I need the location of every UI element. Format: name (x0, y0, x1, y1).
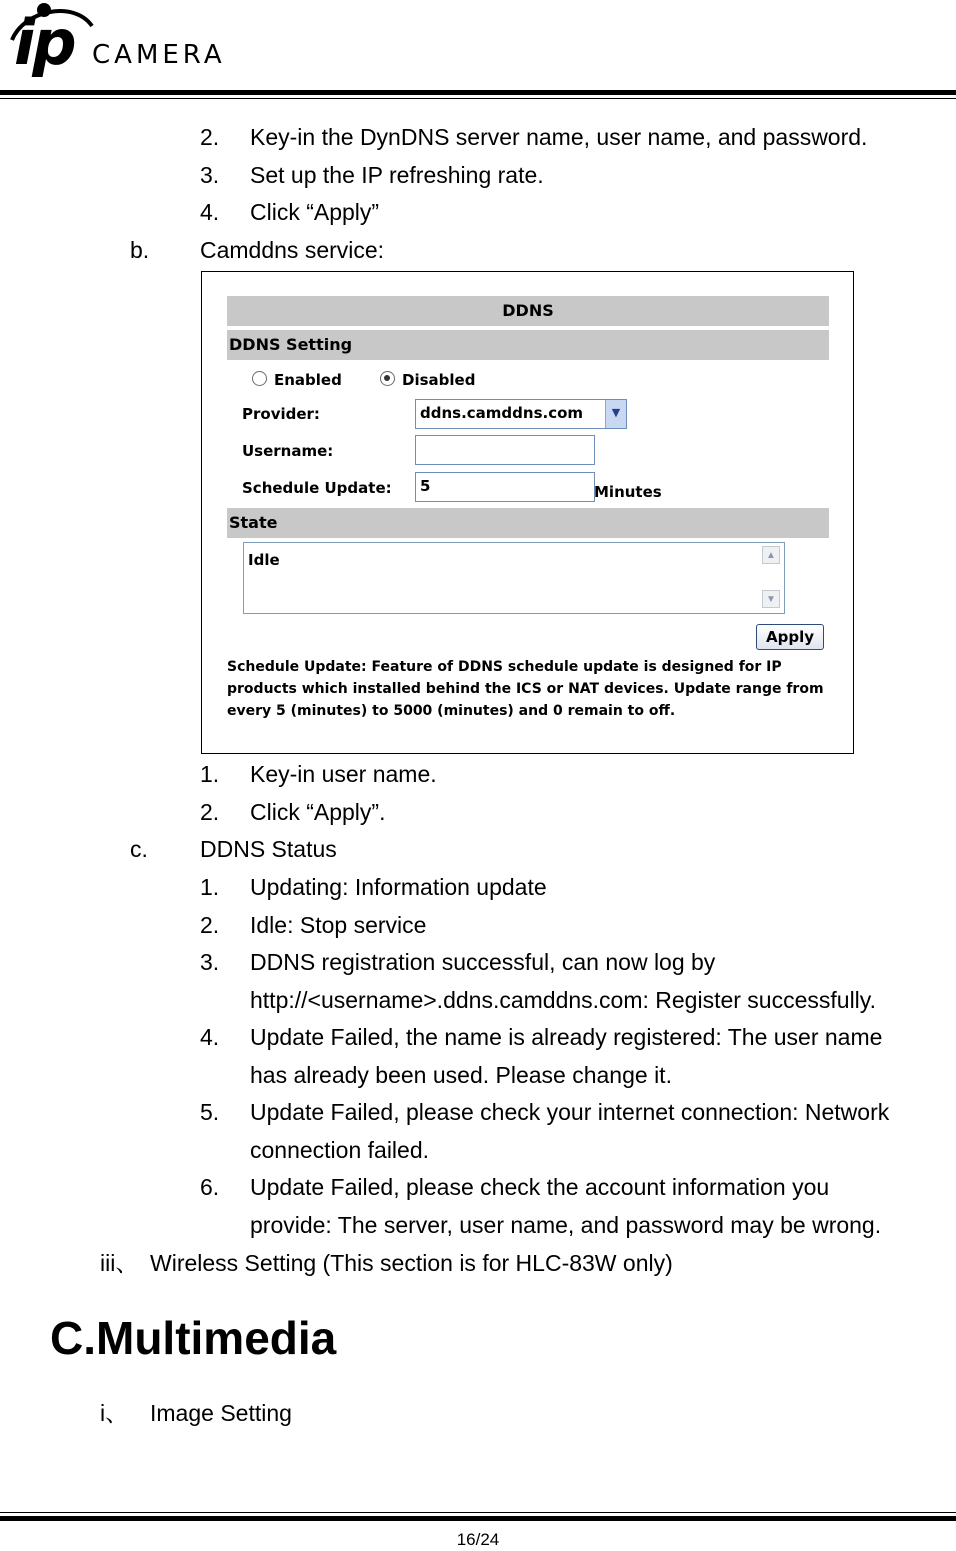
step-text: Update Failed, please check your internet connection: Network (250, 1099, 890, 1125)
header-rule-thin (0, 98, 956, 99)
ddns-setting-header: DDNS Setting (227, 330, 829, 360)
provider-select[interactable] (415, 399, 627, 429)
header-rule-thick (0, 90, 956, 95)
step-text: Update Failed, the name is already registered: The user name (250, 1024, 883, 1050)
logo-camera-text: CAMERA (92, 40, 226, 70)
state-value: Idle (248, 551, 280, 569)
step-number: 5. (200, 1099, 220, 1125)
schedule-note: Schedule Update: Feature of DDNS schedule update is designed for IP products which installed behind the ICS or NAT devices. Update range from every 5 (minutes) to 5000 (minutes) and 0 remain to off. (227, 659, 824, 719)
step-text: Updating: Information update (250, 874, 547, 900)
schedule-label: Schedule Update: (242, 479, 392, 497)
step-number: 4. (200, 199, 220, 225)
item-i-number: i、 (100, 1400, 129, 1426)
apply-button[interactable]: Apply (756, 624, 824, 650)
section-c-letter: c. (130, 836, 148, 862)
radio-enabled[interactable] (252, 371, 267, 386)
scroll-up-icon[interactable]: ▲ (762, 546, 780, 564)
ddns-title-bar: DDNS (227, 296, 829, 326)
step-text: Set up the IP refreshing rate. (250, 162, 544, 188)
item-iii-text: Wireless Setting (This section is for HLC-83W only) (150, 1250, 673, 1276)
step-text: Idle: Stop service (250, 912, 427, 938)
step-number: 2. (200, 912, 220, 938)
section-c-title: DDNS Status (200, 836, 337, 862)
footer-rule-thick (0, 1516, 956, 1521)
radio-disabled-label: Disabled (402, 371, 476, 389)
provider-value: ddns.camddns.com (420, 404, 584, 422)
step-text-cont: connection failed. (250, 1137, 430, 1163)
step-number: 4. (200, 1024, 220, 1050)
step-text: Key-in the DynDNS server name, user name, and password. (250, 124, 868, 150)
footer-rule-thin (0, 1512, 956, 1513)
section-heading: C.Multimedia (50, 1312, 337, 1364)
step-number: 1. (200, 761, 220, 787)
username-label: Username: (242, 442, 334, 460)
page-number: 16/24 (456, 1530, 500, 1549)
step-text: DDNS registration successful, can now log by (250, 949, 716, 975)
item-iii-number: iii、 (100, 1250, 139, 1276)
step-number: 2. (200, 799, 220, 825)
step-text-cont: http://<username>.ddns.camddns.com: Register successfully. (250, 987, 876, 1013)
state-textarea[interactable] (243, 542, 785, 614)
step-number: 2. (200, 124, 220, 150)
username-input[interactable] (415, 435, 595, 465)
step-number: 6. (200, 1174, 220, 1200)
step-text-cont: provide: The server, user name, and password may be wrong. (250, 1212, 882, 1238)
chevron-down-icon[interactable]: ▼ (605, 400, 626, 428)
section-b-letter: b. (130, 237, 150, 263)
logo-ip-text: ip (14, 6, 74, 79)
step-number: 3. (200, 949, 220, 975)
schedule-input[interactable]: 5 (415, 472, 595, 502)
step-number: 1. (200, 874, 220, 900)
step-text: Update Failed, please check the account information you (250, 1174, 830, 1200)
radio-selected-dot (384, 375, 390, 381)
state-header: State (227, 508, 829, 538)
step-text: Click “Apply” (250, 199, 380, 225)
item-i-text: Image Setting (150, 1400, 292, 1426)
step-text-cont: has already been used. Please change it. (250, 1062, 672, 1088)
ddns-screenshot (201, 271, 854, 754)
step-text: Click “Apply”. (250, 799, 386, 825)
scroll-down-icon[interactable]: ▼ (762, 590, 780, 608)
step-text: Key-in user name. (250, 761, 437, 787)
step-number: 3. (200, 162, 220, 188)
radio-disabled[interactable] (380, 371, 395, 386)
provider-label: Provider: (242, 405, 320, 423)
radio-enabled-label: Enabled (274, 371, 342, 389)
section-b-title: Camddns service: (200, 237, 385, 263)
schedule-unit: Minutes (594, 483, 662, 501)
